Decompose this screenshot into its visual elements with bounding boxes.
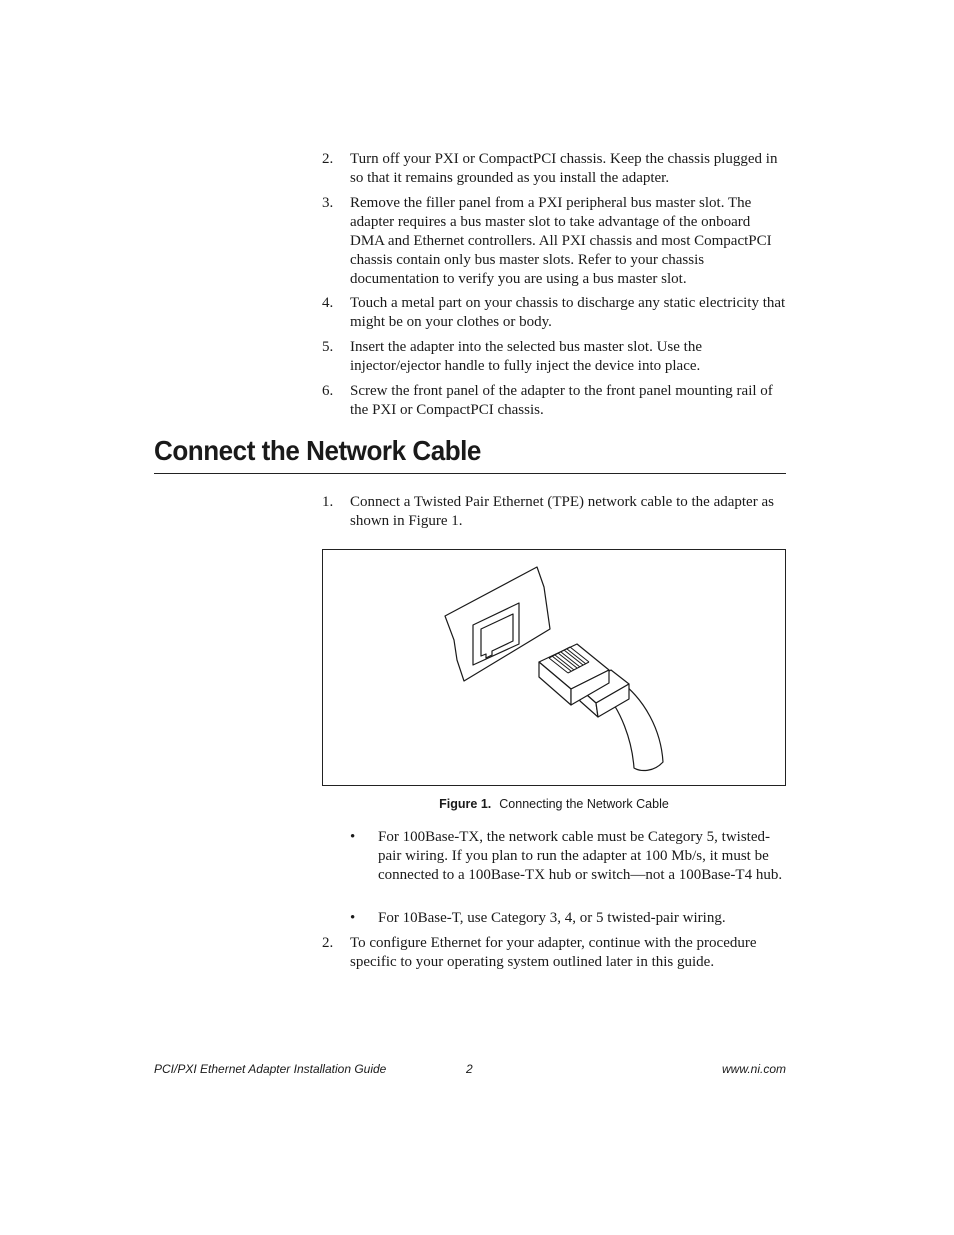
step-number: 4. [322,295,334,311]
network-cable-illustration [323,550,785,785]
step-text: To configure Ethernet for your adapter, continue with the procedure specific to your operating system outlined later in this guide. [350,935,757,970]
footer-url: www.ni.com [721,1062,786,1076]
section-heading: Connect the Network Cable [154,435,481,466]
heading-rule [154,473,786,474]
step-number: 2. [322,935,334,951]
step-text: Screw the front panel of the adapter to the front panel mounting rail of the PXI or CompactPCI chassis. [350,383,773,418]
figure-frame [322,549,786,786]
step-number: 2. [322,151,334,167]
step-number: 5. [322,339,334,355]
figure-caption-text: Connecting the Network Cable [499,797,669,811]
step-text: Insert the adapter into the selected bus master slot. Use the injector/ejector handle to fully inject the device into place. [350,339,702,374]
step-text: Turn off your PXI or CompactPCI chassis. Keep the chassis plugged in so that it remains grounded as you install the adapter. [350,151,778,186]
bullet-text: For 10Base-T, use Category 3, 4, or 5 twisted-pair wiring. [378,910,726,926]
step-number: 6. [322,383,334,399]
step-number: 3. [322,195,334,211]
footer-title: PCI/PXI Ethernet Adapter Installation Guide [154,1062,387,1076]
figure-caption [322,796,786,812]
step-text: Touch a metal part on your chassis to discharge any static electricity that might be on your clothes or body. [350,295,786,330]
step-text: Remove the filler panel from a PXI peripheral bus master slot. The adapter requires a bus master slot to take advantage of the onboard DMA and Ethernet controllers. All PXI chassis and most CompactPCI chassis contain only bus master slots. Refer to your chassis documentation to verify you are using a bus master slot. [350,195,772,287]
bullet-symbol: • [350,829,356,845]
bullet-symbol: • [350,910,356,926]
step-text: Connect a Twisted Pair Ethernet (TPE) network cable to the adapter as shown in Figure 1. [350,494,774,529]
bullet-text: For 100Base-TX, the network cable must be Category 5, twisted-pair wiring. If you plan to run the adapter at 100 Mb/s, it must be connected to a 100Base-TX hub or switch—not a 100Base-T4 hub. [378,829,783,883]
page-number: 2 [466,1062,473,1076]
step-number: 1. [322,494,334,510]
figure-label: Figure 1. [439,797,492,811]
